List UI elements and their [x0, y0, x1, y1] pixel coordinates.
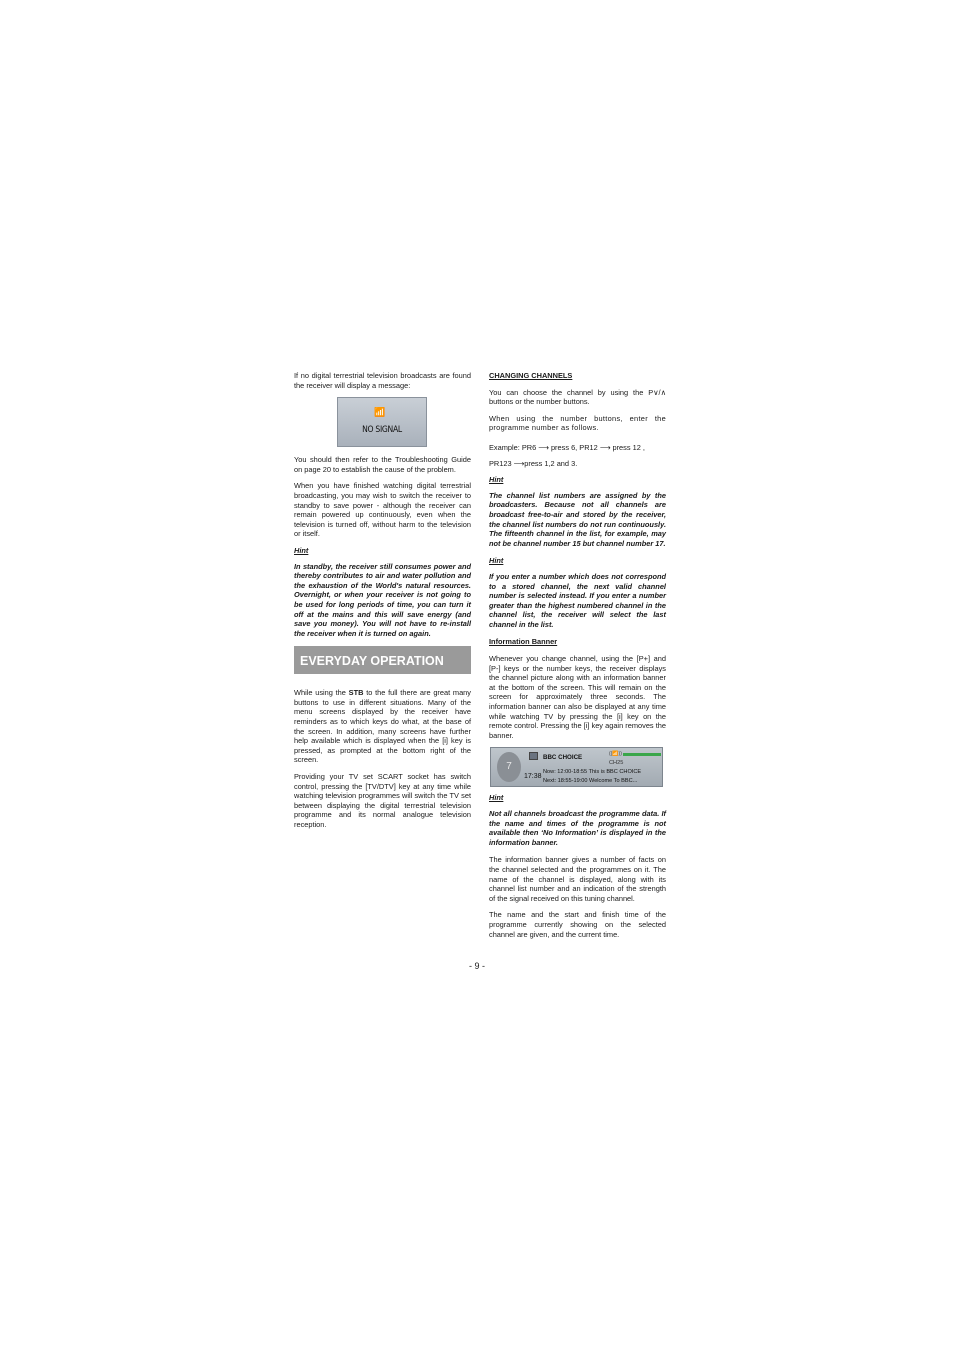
paragraph-banner-facts: The information banner gives a number of facts on the channel selected and the programmes on it. The name of the channel is displayed, along with its channel list number and an indication of the strength of the signal received on this tuning channel. [489, 855, 666, 903]
stb-text-after: to the full there are great many buttons to use in different situations. Many of the menu screens displayed by the receiver have reminders as to which keys do what, at the base of the screen. In addition, many screens have further help available which is displayed when the [i] key is pressed, as prompted at the bottom right of the screen. [294, 688, 471, 765]
heading-changing-channels: CHANGING CHANNELS [489, 371, 573, 380]
paragraph-programme-times: The name and the start and finish time of the programme currently showing on the selected channel are given, and the current time. [489, 910, 666, 939]
paragraph-standby: When you have finished watching digital terrestrial broadcasting, you may wish to switch the receiver to standby to save power - although the receiver can remain powered up continuously, even when the television is turned off, without harm to the television or itself. [294, 481, 471, 539]
banner-next: Next: 18:55-19:00 Welcome To BBC... [543, 778, 638, 785]
banner-channel-number: 7 [497, 752, 521, 782]
hint-title-2: Hint [489, 556, 504, 566]
no-signal-screen-image [337, 397, 427, 447]
right-column [489, 371, 666, 946]
stb-text-before: While using the [294, 688, 349, 698]
signal-strength-bar [623, 753, 661, 756]
left-column [294, 371, 471, 837]
paragraph-banner-description: Whenever you change channel, using the [P+] and [P-] keys or the number keys, the receiver displays the channel picture along with an information banner at the bottom of the screen. This will remain on the screen for approximately three seconds. The information banner can also be displayed at any time while watching TV by pressing the [i] key on the remote control. Pressing the [i] key again removes the banner. [489, 654, 666, 740]
paragraph-number-buttons: When using the number buttons, enter the programme number as follows. [489, 413, 666, 433]
stb-bold: STB [348, 688, 364, 698]
tv-icon [529, 752, 538, 760]
example-line-2: PR123 ⟶press 1,2 and 3. [489, 458, 578, 468]
hint-text-no-information: Not all channels broadcast the programme data. If the name and times of the programme is not available then ‘No Information’ is displayed in the information banner. [489, 809, 666, 847]
antenna-icon: 📶 [374, 407, 386, 418]
banner-now: Now: 12:00-18:55 This is BBC CHOICE [543, 769, 642, 776]
paragraph-troubleshooting: You should then refer to the Troubleshooting Guide on page 20 to establish the cause of the problem. [294, 455, 471, 474]
hint-text-channel-numbers: The channel list numbers are assigned by the broadcasters. Because not all channels are broadcast free-to-air and stored by the receiver, the channel list numbers do not run continuously. The fifteenth channel in the list, for example, may not be channel number 15 but channel number 17. [489, 490, 666, 548]
banner-channel-name: BBC CHOICE [543, 754, 583, 762]
paragraph-stb-buttons [294, 688, 471, 765]
paragraph-no-broadcast: If no digital terrestrial television broadcasts are found the receiver will display a message: [294, 371, 471, 390]
hint-title: Hint [294, 545, 309, 555]
no-signal-label: NO SIGNAL [362, 425, 402, 436]
information-banner-image [490, 747, 663, 787]
hint-text-invalid-number: If you enter a number which does not correspond to a stored channel, the next valid channel number is selected instead. If you enter a number greater than the highest numbered channel in the channel list, the receiver will select the last channel in the list. [489, 571, 666, 629]
heading-information-banner: Information Banner [489, 637, 558, 647]
paragraph-scart: Providing your TV set SCART socket has switch control, pressing the [TV/DTV] key at any time while watching television programmes will switch the TV set between displaying the digital terrestrial television programme and its normal analogue television reception. [294, 772, 471, 829]
banner-ch: CH25 [609, 760, 624, 767]
section-title-everyday-operation: EVERYDAY OPERATION [294, 646, 471, 674]
hint-title-3: Hint [489, 793, 504, 803]
hint-title-1: Hint [489, 475, 504, 485]
page-number: - 9 - [468, 961, 485, 971]
signal-antenna-icon: ((📶)) [609, 751, 622, 758]
banner-time: 17:38 [524, 773, 542, 781]
example-line-1: Example: PR6 ⟶ press 6, PR12 ⟶ press 12 , [489, 442, 645, 452]
paragraph-choose-channel: You can choose the channel by using the P∨/∧ buttons or the number buttons. [489, 387, 666, 407]
hint-text-standby: In standby, the receiver still consumes power and thereby contributes to air and water pollution and the exhaustion of the World's natural resources. Overnight, or when your receiver is not going to be used for long periods of time, you can turn it off at the mains and this will save energy (and save you money). You will not have to re-install the receiver when it is turned on again. [294, 561, 471, 638]
